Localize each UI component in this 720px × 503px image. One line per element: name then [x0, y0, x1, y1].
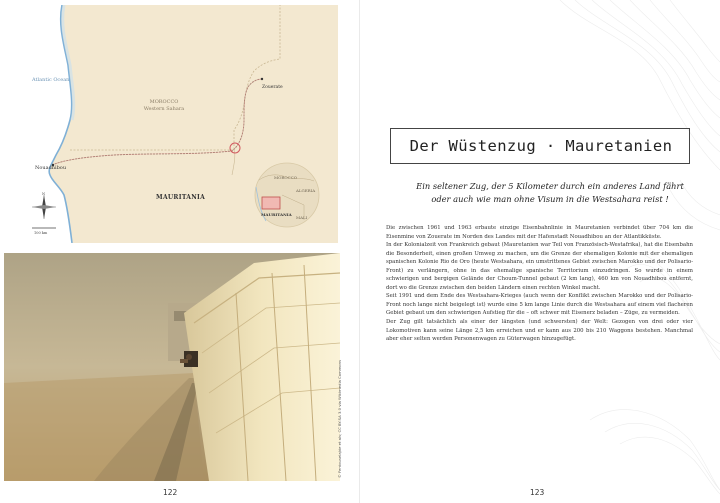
map-label-morocco: MOROCCO — [149, 99, 179, 105]
photo-credit-text: © Ferdouselajde et als; CC BY-SA 3.0 via Wikimedia Commons — [337, 359, 342, 478]
photo-graphic — [4, 253, 340, 481]
compass-north-label: N — [42, 192, 46, 196]
right-page — [360, 0, 720, 503]
subtitle — [400, 180, 700, 206]
railway-map — [4, 5, 338, 243]
map-label-mauritania: MAURITANIA — [156, 194, 206, 201]
map-label-western-sahara: Western Sahara — [143, 106, 185, 112]
body-text — [386, 224, 693, 344]
title-box — [390, 128, 690, 164]
subtitle-line-1: Ein seltener Zug, der 5 Kilometer durch ein anderes Land fährt — [416, 181, 684, 191]
map-graphic — [4, 5, 338, 243]
photo-credit — [337, 258, 347, 478]
page-number-left: 122 — [163, 488, 178, 497]
body-paragraph: Die zwischen 1961 und 1963 erbaute einzige Eisenbahnlinie in Mauretanien verbindet über 704 km die Eisenmine von Zouerate im Norden des Landes mit der Hafenstadt Nouadhibou an der Atlantikküste. — [386, 225, 693, 240]
body-paragraph: In der Kolonialzeit von Frankreich gebaut (Mauretanien war Teil von Französisch-Westafrika), hat die Eisenbahn die Besonderheit, einen großen Umweg zu machen, um die Grenze der ehemaligen Kolonie mit der ehemaligen spanischen Kolonie Rio de Oro (heute Westsahara, ein umstrittenes Gebiet zwischen Marokko und der Polisario-Front) zu verlängern, ohne in das ehemalige spanische Territorium einzudringen. So wurde in einem schwierigen und bergigen Gelände der Choum-Tunnel gebaut (2 km lang), 460 km von Nouadhibou entfernt, dort wo die Grenze zwischen den beiden Ländern einen rechten Winkel macht. — [386, 242, 693, 291]
page-number-right: 123 — [530, 488, 545, 497]
scale-bar-label: 100 km — [34, 231, 48, 235]
page-title: Der Wüstenzug · Mauretanien — [409, 137, 673, 155]
map-label-zouerate: Zouerate — [262, 85, 283, 90]
subtitle-line-2: oder auch wie man ohne Visum in die Westsahara reist ! — [431, 194, 669, 204]
body-paragraph: Der Zug gilt tatsächlich als einer der längsten (und schwersten) der Welt: Gezogen von drei oder vier Lokomotiven kann seine Länge 2,5 km erreichen und er kann aus 200 bis 210 Waggons bestehen. Manchmal aber eher selten werden Personenwagen zu Güterwagen hinzugefügt. — [386, 319, 693, 343]
inset-label-morocco: MOROCCO — [274, 175, 298, 180]
inset-label-mali: MALI — [296, 215, 308, 220]
inset-label-algeria: ALGERIA — [296, 188, 316, 193]
body-paragraph: Seit 1991 und dem Ende des Westsahara-Krieges (auch wenn der Konflikt zwischen Marokko und der Polisario-Front noch lange nicht beigelegt ist) wurde eine 5 km lange Linie durch die Westsahara auf einem viel flacheren Gebiet gebaut um den schwierigen Aufstieg für die – oft schwer mit Eisenerz beladen – Züge, zu vermeiden. — [386, 293, 693, 317]
desert-train-photo — [4, 253, 340, 481]
map-label-nouadhibou: Nouadhibou — [35, 165, 67, 171]
map-label-ocean: Atlantic Ocean — [32, 77, 70, 83]
inset-label-mauritania: MAURITANIA — [261, 212, 292, 217]
